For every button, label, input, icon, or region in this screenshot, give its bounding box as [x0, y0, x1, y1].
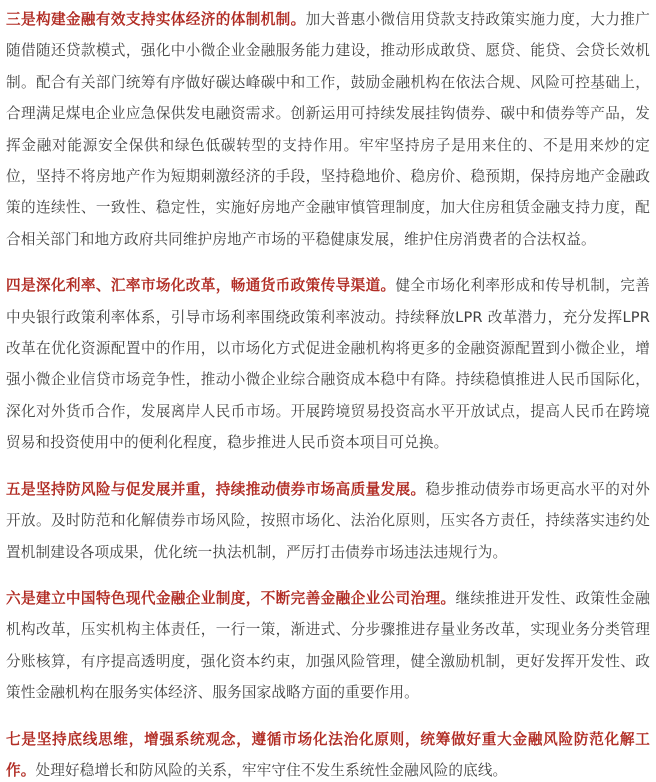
paragraph-7-body: 处理好稳增长和防风险的关系，牢牢守住不发生系统性金融风险的底线。 [35, 761, 508, 779]
paragraph-4 [6, 270, 650, 458]
paragraph-7-lead: 七是坚持底线思维，增强系统观念，遵循市场化法治化原则，统筹做好重大金融风险防范化解工作。 [6, 730, 650, 779]
paragraph-5-body: 稳步推动债券市场更高水平的对外开放。及时防范和化解债券市场风险，按照市场化、法治化原则，压实各方责任，持续落实违约处置机制建设各项成果，优化统一执法机制，严厉打击债券市场违法违规行为。 [6, 480, 650, 561]
paragraph-3 [6, 4, 650, 255]
paragraph-3-lead: 三是构建金融有效支持实体经济的体制机制。 [6, 11, 306, 28]
paragraph-4-lead: 四是深化利率、汇率市场化改革，畅通货币政策传导渠道。 [6, 277, 396, 295]
paragraph-5-lead: 五是坚持防风险与促发展并重，持续推动债券市场高质量发展。 [6, 480, 426, 498]
paragraph-7 [6, 724, 650, 782]
paragraph-6-lead: 六是建立中国特色现代金融企业制度，不断完善金融企业公司治理。 [6, 589, 456, 607]
paragraph-6-body: 继续推进开发性、政策性金融机构改革，压实机构主体责任，一行一策，渐进式、分步骤推进存量业务改革，实现业务分类管理分账核算，有序提高透明度，强化资本约束，加强风险管理，健全激励机制，更好发挥开发性、政策性金融机构在服务实体经济、服务国家战略方面的重要作用。 [6, 589, 650, 702]
paragraph-5 [6, 474, 650, 568]
paragraph-3-body: 加大普惠小微信用贷款支持政策实施力度，大力推广随借随还贷款模式，强化中小微企业金融服务能力建设，推动形成敢贷、愿贷、能贷、会贷长效机制。配合有关部门统筹有序做好碳达峰碳中和工作，鼓励金融机构在依法合规、风险可控基础上，合理满足煤电企业应急保供发电融资需求。创新运用可持续发展挂钩债券、碳中和债券等产品，发挥金融对能源安全保供和绿色低碳转型的支持作用。牢牢坚持房子是用来住的、不是用来炒的定位，坚持不将房地产作为短期刺激经济的手段，坚持稳地价、稳房价、稳预期，保持房地产金融政策的连续性、一致性、稳定性，实施好房地产金融审慎管理制度，加大住房租赁金融支持力度，配合相关部门和地方政府共同维护房地产市场的平稳健康发展，维护住房消费者的合法权益。 [6, 11, 650, 248]
paragraph-6 [6, 583, 650, 709]
paragraph-4-body: 健全市场化利率形成和传导机制，完善中央银行政策利率体系，引导市场利率围绕政策利率波动。持续释放LPR 改革潜力，充分发挥LPR 改革在优化资源配置中的作用，以市场化方式促进金融机构将更多的金融资源配置到小微企业，增强小微企业信贷市场竞争性，推动小微企业综合融资成本稳中有降。持续稳慎推进人民币国际化，深化对外货币合作，发展离岸人民币市场。开展跨境贸易投资高水平开放试点，提高人民币在跨境贸易和投资使用中的便利化程度，稳步推进人民币资本项目可兑换。 [6, 277, 650, 452]
